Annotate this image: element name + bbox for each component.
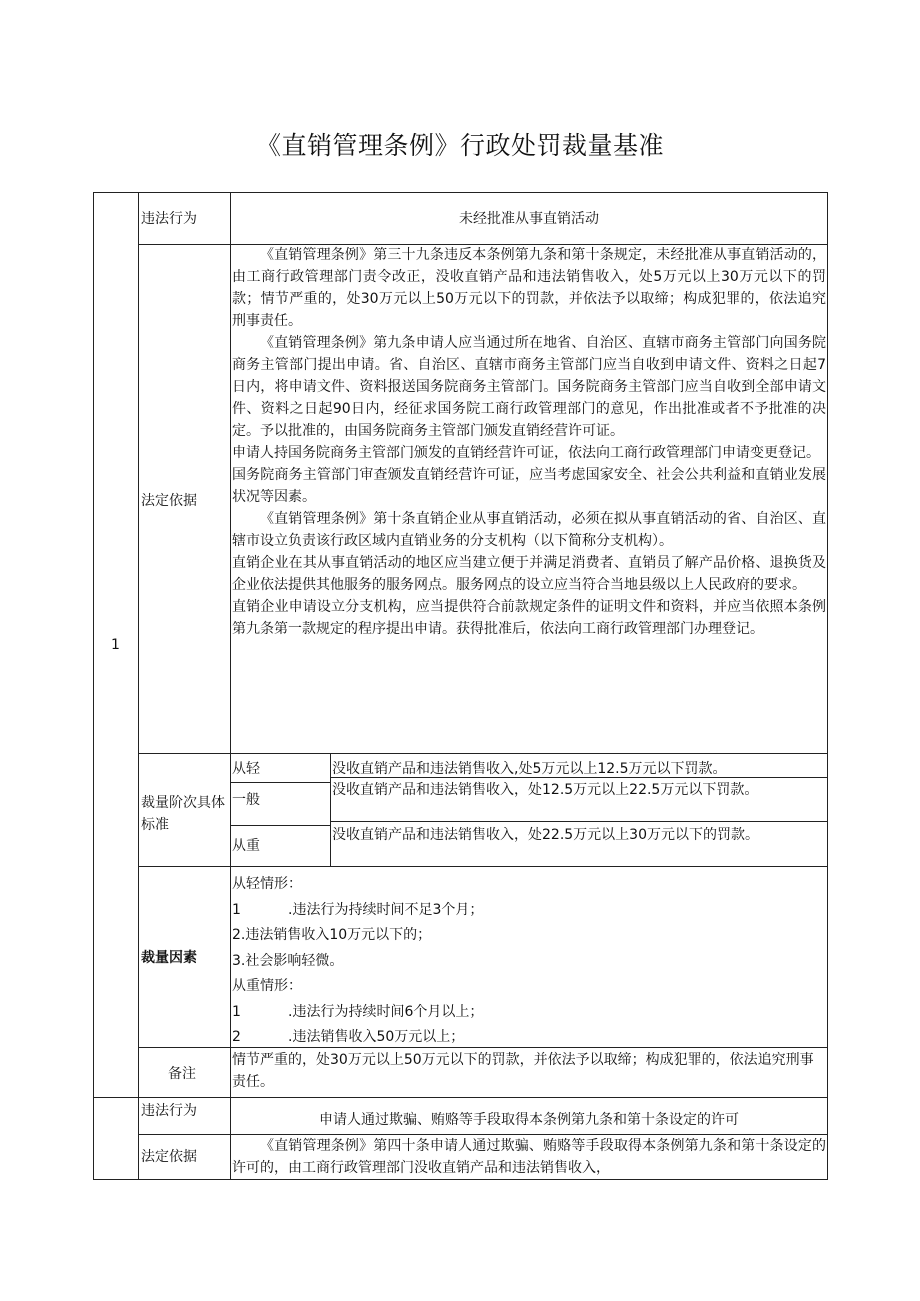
- factor-number: 1: [232, 901, 241, 918]
- level-name-heavy: 从重: [232, 838, 260, 854]
- level-name-normal: 一般: [232, 792, 260, 808]
- factor-item: 2.违法销售收入10万元以下的；: [232, 927, 432, 943]
- factor-item: 3.社会影响轻微。: [232, 952, 344, 969]
- factor-number: 2: [232, 1029, 241, 1045]
- level-text-normal: 没收直销产品和违法销售收入，处12.5万元以上22.5万元以下罚款。: [332, 782, 759, 798]
- level-name-light: 从轻: [232, 761, 260, 777]
- factors-heavy-title: 从重情形：: [232, 978, 302, 994]
- factors-light-title: 从轻情形：: [232, 876, 302, 892]
- factor-number: 1: [232, 1003, 241, 1020]
- standard-label: 裁量阶次具体标准: [141, 795, 225, 833]
- level-text-light: 没收直销产品和违法销售收入,处5万元以上12.5万元以下罚款。: [332, 761, 727, 777]
- basis-label: 法定依据: [141, 493, 197, 509]
- basis-text: [232, 1135, 826, 1179]
- factors-label: 裁量因素: [141, 950, 197, 966]
- violation-label: 违法行为: [141, 1103, 197, 1119]
- basis-text: [232, 244, 826, 640]
- factors-text: [232, 872, 826, 1051]
- basis-paragraph: 《直销管理条例》第九条申请人应当通过所在地省、自治区、直辖市商务主管部门向国务院商务主管部门提出申请。省、自治区、直辖市商务主管部门应当自收到申请文件、资料之日起7日内，将申请文件、资料报送国务院商务主管部门。国务院商务主管部门应当自收到全部申请文件、资料之日起90日内，经征求国务院工商行政管理部门的意见，作出批准或者不予批准的决定。予以批准的，由国务院商务主管部门颁发直销经营许可证。: [232, 335, 826, 439]
- violation-label: 违法行为: [141, 211, 197, 227]
- basis-paragraph: 直销企业在其从事直销活动的地区应当建立便于并满足消费者、直销员了解产品价格、退换货及企业依法提供其他服务的服务网点。服务网点的设立应当符合当地县级以上人民政府的要求。: [232, 555, 826, 593]
- basis-paragraph: 《直销管理条例》第四十条申请人通过欺骗、贿赂等手段取得本条例第九条和第十条设定的许可的，由工商行政管理部门没收直销产品和违法销售收入，: [232, 1138, 826, 1176]
- factor-item: .违法行为持续时间6个月以上；: [288, 1003, 484, 1020]
- remark-text: 情节严重的，处30万元以上50万元以下的罚款，并依法予以取缔；构成犯罪的，依法追究刑事责任。: [232, 1052, 814, 1090]
- violation-text: 未经批准从事直销活动: [459, 211, 599, 227]
- basis-paragraph: 《直销管理条例》第十条直销企业从事直销活动，必须在拟从事直销活动的省、自治区、直辖市设立负责该行政区域内直销业务的分支机构（以下简称分支机构）。: [232, 511, 826, 549]
- violation-text: 申请人通过欺骗、贿赂等手段取得本条例第九条和第十条设定的许可: [319, 1112, 739, 1128]
- basis-paragraph: 《直销管理条例》第三十九条违反本条例第九条和第十条规定，未经批准从事直销活动的，由工商行政管理部门责令改正，没收直销产品和违法销售收入，处5万元以上30万元以下的罚款；情节严重的，处30万元以上50万元以下的罚款，并依法予以取缔；构成犯罪的，依法追究刑事责任。: [232, 247, 826, 329]
- factor-item: .违法行为持续时间不足3个月；: [288, 901, 484, 918]
- level-text-heavy: 没收直销产品和违法销售收入，处22.5万元以上30万元以下的罚款。: [332, 827, 759, 843]
- basis-paragraph: 申请人持国务院商务主管部门颁发的直销经营许可证，依法向工商行政管理部门申请变更登记。: [232, 445, 820, 461]
- remark-label: 备注: [168, 1066, 196, 1082]
- page-title: 《直销管理条例》行政处罚裁量基准: [255, 131, 664, 160]
- basis-paragraph: 直销企业申请设立分支机构，应当提供符合前款规定条件的证明文件和资料，并应当依照本条例第九条第一款规定的程序提出申请。获得批准后，依法向工商行政管理部门办理登记。: [232, 599, 826, 637]
- basis-label: 法定依据: [141, 1149, 197, 1165]
- basis-paragraph: 国务院商务主管部门审查颁发直销经营许可证，应当考虑国家安全、社会公共利益和直销业发展状况等因素。: [232, 467, 826, 505]
- row-index: 1: [111, 637, 120, 653]
- factor-item: .违法销售收入50万元以上；: [288, 1029, 465, 1045]
